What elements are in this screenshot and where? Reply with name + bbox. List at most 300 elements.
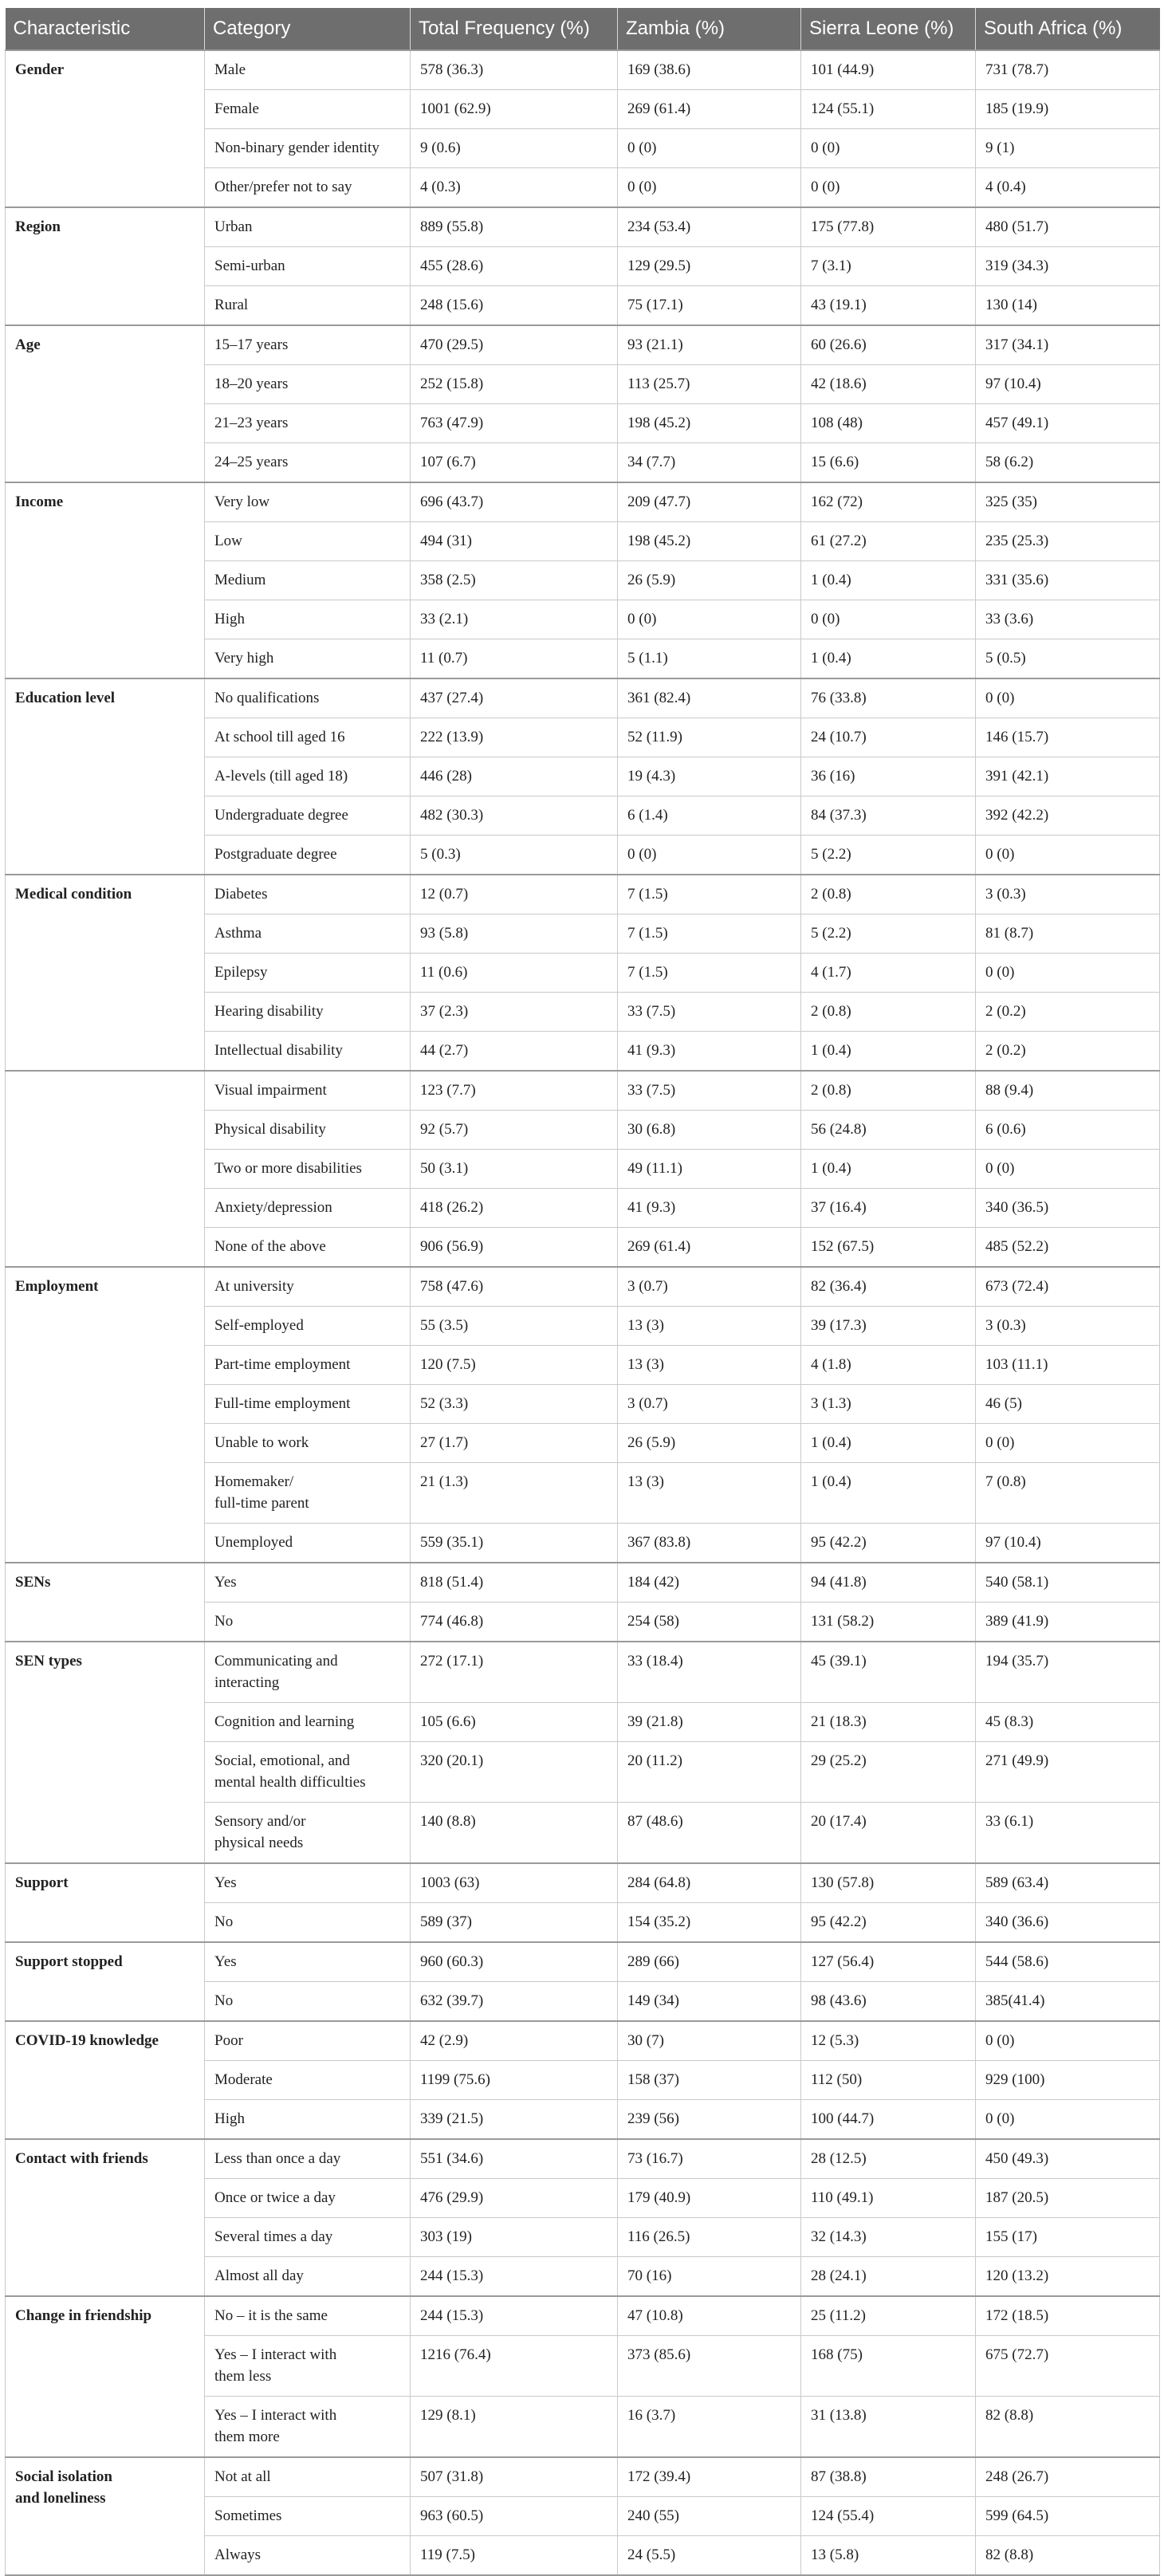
category-cell: No qualifications <box>205 678 411 718</box>
zambia-cell: 30 (6.8) <box>618 1111 801 1150</box>
south-africa-cell: 58 (6.2) <box>976 443 1160 483</box>
category-cell: Intellectual disability <box>205 1032 411 1072</box>
category-cell: Not at all <box>205 2457 411 2497</box>
zambia-cell: 13 (3) <box>618 1463 801 1524</box>
south-africa-cell: 194 (35.7) <box>976 1642 1160 1703</box>
total-frequency-cell: 9 (0.6) <box>411 129 618 168</box>
south-africa-cell: 88 (9.4) <box>976 1071 1160 1111</box>
sierra-leone-cell: 98 (43.6) <box>801 1982 976 2022</box>
south-africa-cell: 271 (49.9) <box>976 1742 1160 1803</box>
total-frequency-cell: 889 (55.8) <box>411 207 618 247</box>
total-frequency-cell: 303 (19) <box>411 2218 618 2257</box>
table-row <box>6 325 1160 365</box>
sierra-leone-cell: 2 (0.8) <box>801 1071 976 1111</box>
category-cell: At school till aged 16 <box>205 718 411 757</box>
table-row <box>6 1267 1160 1307</box>
total-frequency-cell: 93 (5.8) <box>411 914 618 954</box>
zambia-cell: 179 (40.9) <box>618 2179 801 2218</box>
total-frequency-cell: 248 (15.6) <box>411 286 618 326</box>
south-africa-cell: 97 (10.4) <box>976 365 1160 404</box>
zambia-cell: 7 (1.5) <box>618 914 801 954</box>
category-cell: Visual impairment <box>205 1071 411 1111</box>
south-africa-cell: 731 (78.7) <box>976 50 1160 90</box>
south-africa-cell: 317 (34.1) <box>976 325 1160 365</box>
zambia-cell: 70 (16) <box>618 2257 801 2297</box>
sierra-leone-cell: 28 (24.1) <box>801 2257 976 2297</box>
south-africa-cell: 82 (8.8) <box>976 2397 1160 2458</box>
sierra-leone-cell: 82 (36.4) <box>801 1267 976 1307</box>
south-africa-cell: 45 (8.3) <box>976 1703 1160 1742</box>
sierra-leone-cell: 130 (57.8) <box>801 1863 976 1903</box>
total-frequency-cell: 11 (0.7) <box>411 639 618 679</box>
category-cell: Always <box>205 2536 411 2576</box>
category-cell: 21–23 years <box>205 404 411 443</box>
category-cell: Female <box>205 90 411 129</box>
characteristic-cell <box>6 1071 205 1267</box>
south-africa-cell: 391 (42.1) <box>976 757 1160 796</box>
sierra-leone-cell: 101 (44.9) <box>801 50 976 90</box>
south-africa-cell: 331 (35.6) <box>976 561 1160 600</box>
category-cell: Non-binary gender identity <box>205 129 411 168</box>
south-africa-cell: 450 (49.3) <box>976 2139 1160 2179</box>
category-cell: At university <box>205 1267 411 1307</box>
zambia-cell: 373 (85.6) <box>618 2336 801 2397</box>
south-africa-cell: 392 (42.2) <box>976 796 1160 836</box>
zambia-cell: 240 (55) <box>618 2497 801 2536</box>
south-africa-cell: 7 (0.8) <box>976 1463 1160 1524</box>
sierra-leone-cell: 1 (0.4) <box>801 1150 976 1189</box>
total-frequency-cell: 92 (5.7) <box>411 1111 618 1150</box>
category-cell: Anxiety/depression <box>205 1189 411 1228</box>
total-frequency-cell: 123 (7.7) <box>411 1071 618 1111</box>
zambia-cell: 87 (48.6) <box>618 1803 801 1864</box>
south-africa-cell: 172 (18.5) <box>976 2296 1160 2336</box>
total-frequency-cell: 559 (35.1) <box>411 1524 618 1563</box>
total-frequency-cell: 119 (7.5) <box>411 2536 618 2576</box>
sierra-leone-cell: 2 (0.8) <box>801 993 976 1032</box>
sierra-leone-cell: 12 (5.3) <box>801 2021 976 2061</box>
header-zambia: Zambia (%) <box>618 8 801 50</box>
zambia-cell: 49 (11.1) <box>618 1150 801 1189</box>
zambia-cell: 6 (1.4) <box>618 796 801 836</box>
header-total-frequency: Total Frequency (%) <box>411 8 618 50</box>
south-africa-cell: 480 (51.7) <box>976 207 1160 247</box>
characteristic-cell: Education level <box>6 678 205 875</box>
south-africa-cell: 130 (14) <box>976 286 1160 326</box>
sierra-leone-cell: 108 (48) <box>801 404 976 443</box>
total-frequency-cell: 55 (3.5) <box>411 1307 618 1346</box>
sierra-leone-cell: 1 (0.4) <box>801 1424 976 1463</box>
category-cell: Self-employed <box>205 1307 411 1346</box>
zambia-cell: 0 (0) <box>618 129 801 168</box>
category-cell: Medium <box>205 561 411 600</box>
category-cell: No <box>205 1603 411 1642</box>
category-cell: Communicating and interacting <box>205 1642 411 1703</box>
zambia-cell: 41 (9.3) <box>618 1032 801 1072</box>
total-frequency-cell: 244 (15.3) <box>411 2296 618 2336</box>
sierra-leone-cell: 1 (0.4) <box>801 639 976 679</box>
sierra-leone-cell: 61 (27.2) <box>801 522 976 561</box>
zambia-cell: 47 (10.8) <box>618 2296 801 2336</box>
total-frequency-cell: 11 (0.6) <box>411 954 618 993</box>
total-frequency-cell: 470 (29.5) <box>411 325 618 365</box>
characteristic-cell: Income <box>6 482 205 678</box>
zambia-cell: 239 (56) <box>618 2100 801 2140</box>
zambia-cell: 73 (16.7) <box>618 2139 801 2179</box>
zambia-cell: 0 (0) <box>618 600 801 639</box>
sierra-leone-cell: 110 (49.1) <box>801 2179 976 2218</box>
zambia-cell: 19 (4.3) <box>618 757 801 796</box>
zambia-cell: 34 (7.7) <box>618 443 801 483</box>
zambia-cell: 284 (64.8) <box>618 1863 801 1903</box>
table-row <box>6 1942 1160 1982</box>
sierra-leone-cell: 1 (0.4) <box>801 1032 976 1072</box>
zambia-cell: 254 (58) <box>618 1603 801 1642</box>
total-frequency-cell: 42 (2.9) <box>411 2021 618 2061</box>
south-africa-cell: 5 (0.5) <box>976 639 1160 679</box>
south-africa-cell: 485 (52.2) <box>976 1228 1160 1268</box>
total-frequency-cell: 1003 (63) <box>411 1863 618 1903</box>
total-frequency-cell: 33 (2.1) <box>411 600 618 639</box>
zambia-cell: 0 (0) <box>618 168 801 208</box>
south-africa-cell: 3 (0.3) <box>976 875 1160 914</box>
sierra-leone-cell: 5 (2.2) <box>801 836 976 875</box>
sierra-leone-cell: 25 (11.2) <box>801 2296 976 2336</box>
total-frequency-cell: 455 (28.6) <box>411 247 618 286</box>
south-africa-cell: 3 (0.3) <box>976 1307 1160 1346</box>
zambia-cell: 33 (18.4) <box>618 1642 801 1703</box>
category-cell: Low <box>205 522 411 561</box>
header-row <box>6 8 1160 50</box>
total-frequency-cell: 774 (46.8) <box>411 1603 618 1642</box>
total-frequency-cell: 1001 (62.9) <box>411 90 618 129</box>
characteristic-cell: SENs <box>6 1563 205 1642</box>
table-row <box>6 1563 1160 1603</box>
zambia-cell: 361 (82.4) <box>618 678 801 718</box>
table-row <box>6 207 1160 247</box>
total-frequency-cell: 107 (6.7) <box>411 443 618 483</box>
table-row <box>6 1863 1160 1903</box>
south-africa-cell: 0 (0) <box>976 678 1160 718</box>
south-africa-cell: 340 (36.6) <box>976 1903 1160 1943</box>
zambia-cell: 13 (3) <box>618 1346 801 1385</box>
sierra-leone-cell: 0 (0) <box>801 129 976 168</box>
total-frequency-cell: 21 (1.3) <box>411 1463 618 1524</box>
characteristic-cell: COVID-19 knowledge <box>6 2021 205 2139</box>
zambia-cell: 33 (7.5) <box>618 1071 801 1111</box>
south-africa-cell: 589 (63.4) <box>976 1863 1160 1903</box>
category-cell: None of the above <box>205 1228 411 1268</box>
sierra-leone-cell: 32 (14.3) <box>801 2218 976 2257</box>
south-africa-cell: 97 (10.4) <box>976 1524 1160 1563</box>
zambia-cell: 289 (66) <box>618 1942 801 1982</box>
sierra-leone-cell: 152 (67.5) <box>801 1228 976 1268</box>
south-africa-cell: 103 (11.1) <box>976 1346 1160 1385</box>
south-africa-cell: 319 (34.3) <box>976 247 1160 286</box>
total-frequency-cell: 551 (34.6) <box>411 2139 618 2179</box>
category-cell: Yes <box>205 1563 411 1603</box>
category-cell: Full-time employment <box>205 1385 411 1424</box>
category-cell: Part-time employment <box>205 1346 411 1385</box>
sierra-leone-cell: 7 (3.1) <box>801 247 976 286</box>
total-frequency-cell: 437 (27.4) <box>411 678 618 718</box>
sierra-leone-cell: 5 (2.2) <box>801 914 976 954</box>
category-cell: Epilepsy <box>205 954 411 993</box>
total-frequency-cell: 244 (15.3) <box>411 2257 618 2297</box>
total-frequency-cell: 52 (3.3) <box>411 1385 618 1424</box>
sierra-leone-cell: 124 (55.4) <box>801 2497 976 2536</box>
characteristic-cell: Gender <box>6 50 205 207</box>
zambia-cell: 0 (0) <box>618 836 801 875</box>
zambia-cell: 33 (7.5) <box>618 993 801 1032</box>
category-cell: High <box>205 2100 411 2140</box>
sierra-leone-cell: 29 (25.2) <box>801 1742 976 1803</box>
category-cell: Yes – I interact with them less <box>205 2336 411 2397</box>
category-cell: Sensory and/or physical needs <box>205 1803 411 1864</box>
total-frequency-cell: 446 (28) <box>411 757 618 796</box>
category-cell: Undergraduate degree <box>205 796 411 836</box>
category-cell: Other/prefer not to say <box>205 168 411 208</box>
zambia-cell: 26 (5.9) <box>618 561 801 600</box>
total-frequency-cell: 320 (20.1) <box>411 1742 618 1803</box>
total-frequency-cell: 507 (31.8) <box>411 2457 618 2497</box>
header-characteristic: Characteristic <box>6 8 205 50</box>
header-sierra-leone: Sierra Leone (%) <box>801 8 976 50</box>
sierra-leone-cell: 1 (0.4) <box>801 561 976 600</box>
total-frequency-cell: 589 (37) <box>411 1903 618 1943</box>
zambia-cell: 169 (38.6) <box>618 50 801 90</box>
characteristic-cell: Change in friendship <box>6 2296 205 2457</box>
zambia-cell: 39 (21.8) <box>618 1703 801 1742</box>
south-africa-cell: 675 (72.7) <box>976 2336 1160 2397</box>
zambia-cell: 154 (35.2) <box>618 1903 801 1943</box>
total-frequency-cell: 140 (8.8) <box>411 1803 618 1864</box>
total-frequency-cell: 696 (43.7) <box>411 482 618 522</box>
total-frequency-cell: 339 (21.5) <box>411 2100 618 2140</box>
sierra-leone-cell: 37 (16.4) <box>801 1189 976 1228</box>
sierra-leone-cell: 4 (1.7) <box>801 954 976 993</box>
category-cell: No <box>205 1982 411 2022</box>
zambia-cell: 52 (11.9) <box>618 718 801 757</box>
characteristic-cell: Contact with friends <box>6 2139 205 2296</box>
zambia-cell: 41 (9.3) <box>618 1189 801 1228</box>
south-africa-cell: 929 (100) <box>976 2061 1160 2100</box>
south-africa-cell: 325 (35) <box>976 482 1160 522</box>
table-row <box>6 482 1160 522</box>
category-cell: High <box>205 600 411 639</box>
category-cell: Postgraduate degree <box>205 836 411 875</box>
category-cell: Yes – I interact with them more <box>205 2397 411 2458</box>
category-cell: No – it is the same <box>205 2296 411 2336</box>
characteristic-cell: Support <box>6 1863 205 1942</box>
sierra-leone-cell: 13 (5.8) <box>801 2536 976 2576</box>
south-africa-cell: 9 (1) <box>976 129 1160 168</box>
total-frequency-cell: 482 (30.3) <box>411 796 618 836</box>
table-body <box>6 50 1160 2575</box>
total-frequency-cell: 129 (8.1) <box>411 2397 618 2458</box>
category-cell: Very low <box>205 482 411 522</box>
sierra-leone-cell: 94 (41.8) <box>801 1563 976 1603</box>
zambia-cell: 93 (21.1) <box>618 325 801 365</box>
table-row <box>6 2296 1160 2336</box>
zambia-cell: 209 (47.7) <box>618 482 801 522</box>
category-cell: Unable to work <box>205 1424 411 1463</box>
category-cell: Male <box>205 50 411 90</box>
header-south-africa: South Africa (%) <box>976 8 1160 50</box>
sierra-leone-cell: 76 (33.8) <box>801 678 976 718</box>
south-africa-cell: 155 (17) <box>976 2218 1160 2257</box>
total-frequency-cell: 763 (47.9) <box>411 404 618 443</box>
characteristic-cell: Medical condition <box>6 875 205 1071</box>
zambia-cell: 158 (37) <box>618 2061 801 2100</box>
table-row <box>6 50 1160 90</box>
category-cell: Urban <box>205 207 411 247</box>
sierra-leone-cell: 127 (56.4) <box>801 1942 976 1982</box>
sierra-leone-cell: 24 (10.7) <box>801 718 976 757</box>
sierra-leone-cell: 95 (42.2) <box>801 1903 976 1943</box>
sierra-leone-cell: 28 (12.5) <box>801 2139 976 2179</box>
category-cell: Very high <box>205 639 411 679</box>
zambia-cell: 3 (0.7) <box>618 1267 801 1307</box>
total-frequency-cell: 44 (2.7) <box>411 1032 618 1072</box>
category-cell: Rural <box>205 286 411 326</box>
table-row <box>6 678 1160 718</box>
sierra-leone-cell: 4 (1.8) <box>801 1346 976 1385</box>
zambia-cell: 7 (1.5) <box>618 875 801 914</box>
zambia-cell: 20 (11.2) <box>618 1742 801 1803</box>
zambia-cell: 24 (5.5) <box>618 2536 801 2576</box>
category-cell: Once or twice a day <box>205 2179 411 2218</box>
table-row <box>6 1642 1160 1703</box>
sierra-leone-cell: 168 (75) <box>801 2336 976 2397</box>
sierra-leone-cell: 42 (18.6) <box>801 365 976 404</box>
south-africa-cell: 6 (0.6) <box>976 1111 1160 1150</box>
zambia-cell: 7 (1.5) <box>618 954 801 993</box>
south-africa-cell: 82 (8.8) <box>976 2536 1160 2576</box>
zambia-cell: 198 (45.2) <box>618 522 801 561</box>
sierra-leone-cell: 162 (72) <box>801 482 976 522</box>
sierra-leone-cell: 87 (38.8) <box>801 2457 976 2497</box>
zambia-cell: 367 (83.8) <box>618 1524 801 1563</box>
south-africa-cell: 2 (0.2) <box>976 1032 1160 1072</box>
category-cell: Yes <box>205 1942 411 1982</box>
characteristic-cell: Age <box>6 325 205 482</box>
south-africa-cell: 340 (36.5) <box>976 1189 1160 1228</box>
south-africa-cell: 120 (13.2) <box>976 2257 1160 2297</box>
zambia-cell: 172 (39.4) <box>618 2457 801 2497</box>
characteristic-cell: SEN types <box>6 1642 205 1863</box>
south-africa-cell: 81 (8.7) <box>976 914 1160 954</box>
total-frequency-cell: 5 (0.3) <box>411 836 618 875</box>
south-africa-cell: 0 (0) <box>976 836 1160 875</box>
total-frequency-cell: 252 (15.8) <box>411 365 618 404</box>
zambia-cell: 13 (3) <box>618 1307 801 1346</box>
zambia-cell: 113 (25.7) <box>618 365 801 404</box>
category-cell: Moderate <box>205 2061 411 2100</box>
sierra-leone-cell: 60 (26.6) <box>801 325 976 365</box>
total-frequency-cell: 50 (3.1) <box>411 1150 618 1189</box>
zambia-cell: 3 (0.7) <box>618 1385 801 1424</box>
category-cell: Poor <box>205 2021 411 2061</box>
category-cell: Diabetes <box>205 875 411 914</box>
south-africa-cell: 0 (0) <box>976 2100 1160 2140</box>
zambia-cell: 234 (53.4) <box>618 207 801 247</box>
south-africa-cell: 248 (26.7) <box>976 2457 1160 2497</box>
south-africa-cell: 544 (58.6) <box>976 1942 1160 1982</box>
total-frequency-cell: 120 (7.5) <box>411 1346 618 1385</box>
category-cell: Social, emotional, and mental health difficulties <box>205 1742 411 1803</box>
south-africa-cell: 2 (0.2) <box>976 993 1160 1032</box>
sierra-leone-cell: 43 (19.1) <box>801 286 976 326</box>
category-cell: Hearing disability <box>205 993 411 1032</box>
characteristic-cell: Region <box>6 207 205 325</box>
total-frequency-cell: 418 (26.2) <box>411 1189 618 1228</box>
zambia-cell: 269 (61.4) <box>618 90 801 129</box>
total-frequency-cell: 963 (60.5) <box>411 2497 618 2536</box>
total-frequency-cell: 222 (13.9) <box>411 718 618 757</box>
category-cell: Cognition and learning <box>205 1703 411 1742</box>
table-row <box>6 2457 1160 2497</box>
category-cell: Yes <box>205 1863 411 1903</box>
sierra-leone-cell: 0 (0) <box>801 600 976 639</box>
category-cell: Several times a day <box>205 2218 411 2257</box>
south-africa-cell: 457 (49.1) <box>976 404 1160 443</box>
south-africa-cell: 0 (0) <box>976 1150 1160 1189</box>
category-cell: No <box>205 1903 411 1943</box>
south-africa-cell: 185 (19.9) <box>976 90 1160 129</box>
total-frequency-cell: 37 (2.3) <box>411 993 618 1032</box>
zambia-cell: 269 (61.4) <box>618 1228 801 1268</box>
table-row <box>6 2139 1160 2179</box>
sierra-leone-cell: 1 (0.4) <box>801 1463 976 1524</box>
south-africa-cell: 599 (64.5) <box>976 2497 1160 2536</box>
category-cell: Physical disability <box>205 1111 411 1150</box>
south-africa-cell: 187 (20.5) <box>976 2179 1160 2218</box>
category-cell: Homemaker/ full-time parent <box>205 1463 411 1524</box>
south-africa-cell: 0 (0) <box>976 1424 1160 1463</box>
sierra-leone-cell: 15 (6.6) <box>801 443 976 483</box>
south-africa-cell: 0 (0) <box>976 954 1160 993</box>
sierra-leone-cell: 112 (50) <box>801 2061 976 2100</box>
table-row <box>6 875 1160 914</box>
total-frequency-cell: 632 (39.7) <box>411 1982 618 2022</box>
category-cell: 18–20 years <box>205 365 411 404</box>
zambia-cell: 184 (42) <box>618 1563 801 1603</box>
total-frequency-cell: 358 (2.5) <box>411 561 618 600</box>
zambia-cell: 16 (3.7) <box>618 2397 801 2458</box>
total-frequency-cell: 906 (56.9) <box>411 1228 618 1268</box>
characteristic-cell: Employment <box>6 1267 205 1563</box>
total-frequency-cell: 27 (1.7) <box>411 1424 618 1463</box>
total-frequency-cell: 1216 (76.4) <box>411 2336 618 2397</box>
south-africa-cell: 235 (25.3) <box>976 522 1160 561</box>
total-frequency-cell: 960 (60.3) <box>411 1942 618 1982</box>
south-africa-cell: 0 (0) <box>976 2021 1160 2061</box>
sierra-leone-cell: 131 (58.2) <box>801 1603 976 1642</box>
sierra-leone-cell: 100 (44.7) <box>801 2100 976 2140</box>
characteristics-table <box>5 8 1160 2576</box>
table-row <box>6 2021 1160 2061</box>
table-container <box>5 8 1159 2576</box>
category-cell: 15–17 years <box>205 325 411 365</box>
total-frequency-cell: 272 (17.1) <box>411 1642 618 1703</box>
category-cell: Sometimes <box>205 2497 411 2536</box>
category-cell: Asthma <box>205 914 411 954</box>
category-cell: A-levels (till aged 18) <box>205 757 411 796</box>
south-africa-cell: 385(41.4) <box>976 1982 1160 2022</box>
total-frequency-cell: 578 (36.3) <box>411 50 618 90</box>
category-cell: Less than once a day <box>205 2139 411 2179</box>
